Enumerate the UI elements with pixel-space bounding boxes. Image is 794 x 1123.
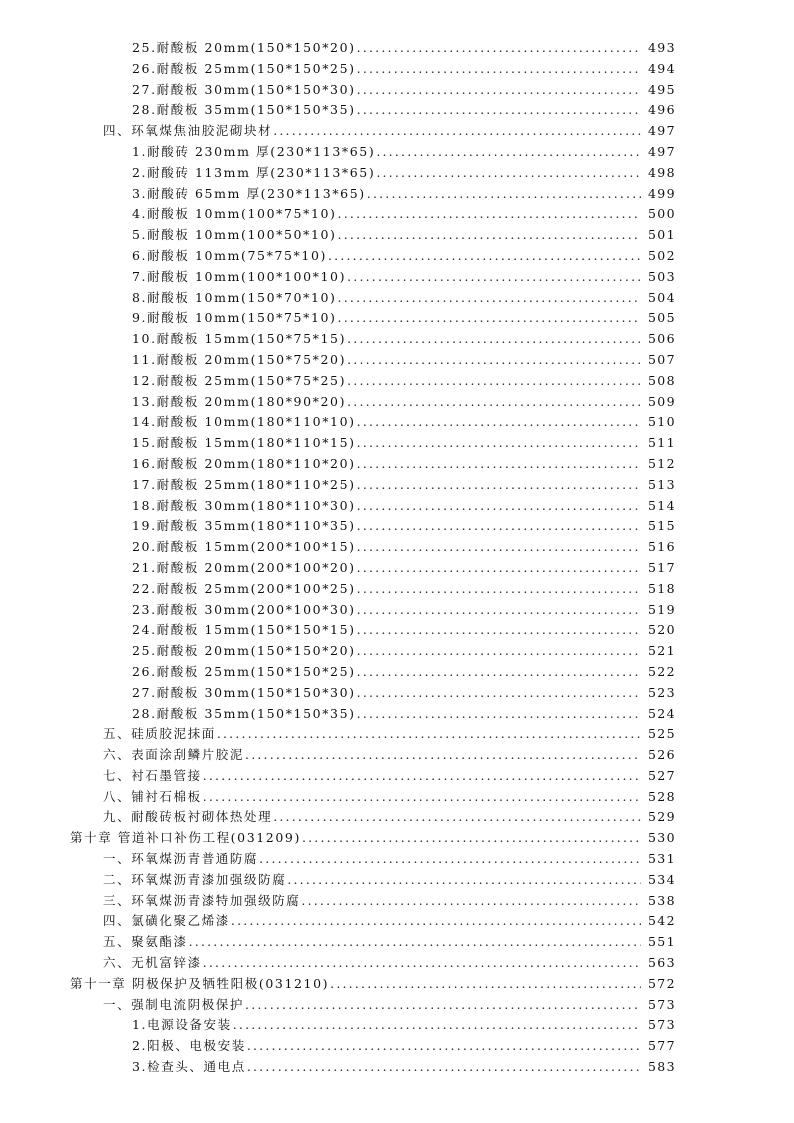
toc-entry[interactable] (0, 787, 794, 808)
toc-leader-dots (357, 537, 641, 558)
toc-entry-page-number: 509 (647, 393, 676, 409)
toc-entry-page-number: 496 (647, 102, 676, 118)
toc-entry[interactable] (0, 641, 794, 662)
toc-leader-dots (357, 475, 641, 496)
toc-leader-dots (338, 288, 641, 309)
toc-entry-page-number: 524 (647, 705, 676, 721)
toc-entry-title: 26.耐酸板 25mm(150*150*25) (132, 60, 356, 76)
toc-entry-title: 2.耐酸砖 113mm 厚(230*113*65) (132, 164, 376, 180)
toc-entry-page-number: 528 (647, 788, 676, 804)
toc-leader-dots (357, 620, 641, 641)
toc-entry-title: 6.耐酸板 10mm(75*75*10) (132, 247, 327, 263)
toc-leader-dots (357, 704, 641, 725)
toc-entry[interactable] (0, 246, 794, 267)
toc-entry[interactable] (0, 558, 794, 579)
toc-entry-page-number: 493 (647, 40, 676, 55)
toc-entry-page-number: 495 (647, 81, 676, 97)
toc-entry-title: 27.耐酸板 30mm(150*150*30) (132, 81, 356, 97)
toc-leader-dots (357, 433, 641, 454)
toc-entry[interactable] (0, 308, 794, 329)
toc-entry-page-number: 573 (647, 996, 676, 1012)
toc-entry-page-number: 531 (647, 851, 676, 867)
toc-entry-title: 17.耐酸板 25mm(180*110*25) (132, 476, 356, 492)
toc-entry-title: 九、耐酸砖板衬砌体热处理 (103, 809, 273, 825)
toc-leader-dots (347, 371, 641, 392)
toc-entry-title: 15.耐酸板 15mm(180*110*15) (132, 435, 356, 451)
toc-entry[interactable] (0, 683, 794, 704)
toc-leader-dots (231, 911, 641, 932)
toc-entry-page-number: 516 (647, 539, 676, 555)
toc-entry-title: 23.耐酸板 30mm(200*100*30) (132, 601, 356, 617)
toc-leader-dots (273, 121, 641, 142)
toc-leader-dots (245, 995, 641, 1016)
toc-entry-page-number: 497 (647, 143, 676, 159)
toc-entry[interactable] (0, 267, 794, 288)
toc-entry-page-number: 502 (647, 247, 676, 263)
toc-entry-page-number: 515 (647, 518, 676, 534)
toc-entry[interactable] (0, 496, 794, 517)
toc-entry-title: 18.耐酸板 30mm(180*110*30) (132, 497, 356, 513)
toc-entry-page-number: 522 (647, 663, 676, 679)
toc-entry-title: 27.耐酸板 30mm(150*150*30) (132, 684, 356, 700)
toc-entry[interactable] (0, 350, 794, 371)
toc-entry-page-number: 497 (647, 123, 676, 139)
toc-entry[interactable] (0, 371, 794, 392)
toc-leader-dots (357, 80, 641, 101)
toc-entry-page-number: 526 (647, 747, 676, 763)
toc-leader-dots (357, 38, 641, 59)
toc-entry[interactable] (0, 80, 794, 101)
toc-entry-page-number: 563 (647, 955, 676, 971)
toc-entry[interactable] (0, 953, 794, 974)
toc-entry-page-number: 521 (647, 643, 676, 659)
toc-entry-title: 第十一章 阴极保护及牺牲阳极(031210) (70, 975, 330, 991)
toc-entry[interactable] (0, 579, 794, 600)
toc-entry-title: 三、环氧煤沥青漆特加强级防腐 (103, 892, 301, 908)
toc-entry[interactable] (0, 1015, 794, 1036)
toc-entry-page-number: 523 (647, 684, 676, 700)
toc-entry-title: 六、表面涂刮鳞片胶泥 (103, 747, 245, 763)
toc-entry-title: 1.电源设备安装 (132, 1017, 232, 1033)
toc-entry-page-number: 520 (647, 622, 676, 638)
toc-leader-dots (367, 184, 641, 205)
toc-entry-title: 8.耐酸板 10mm(150*70*10) (132, 289, 337, 305)
toc-entry[interactable] (0, 225, 794, 246)
toc-entry-title: 八、铺衬石棉板 (103, 788, 202, 804)
toc-entry-title: 14.耐酸板 10mm(180*110*10) (132, 414, 356, 430)
toc-leader-dots (273, 807, 641, 828)
toc-entry[interactable] (0, 537, 794, 558)
toc-leader-dots (357, 600, 641, 621)
toc-entry-title: 26.耐酸板 25mm(150*150*25) (132, 663, 356, 679)
toc-entry-title: 一、环氧煤沥青普通防腐 (103, 851, 259, 867)
toc-entry-page-number: 573 (647, 1017, 676, 1033)
toc-entry-title: 二、环氧煤沥青漆加强级防腐 (103, 871, 287, 887)
toc-leader-dots (357, 579, 641, 600)
toc-entry[interactable] (0, 1036, 794, 1057)
toc-leader-dots (203, 787, 641, 808)
toc-entry-title: 2.阳极、电极安装 (132, 1038, 246, 1054)
toc-leader-dots (347, 350, 641, 371)
toc-entry[interactable] (0, 121, 794, 142)
toc-leader-dots (357, 59, 641, 80)
toc-entry-title: 13.耐酸板 20mm(180*90*20) (132, 393, 347, 409)
toc-entry-page-number: 499 (647, 185, 676, 201)
toc-entry-page-number: 507 (647, 351, 676, 367)
toc-leader-dots (287, 870, 641, 891)
toc-entry-title: 24.耐酸板 15mm(150*150*15) (132, 622, 356, 638)
toc-entry-page-number: 572 (647, 975, 676, 991)
toc-leader-dots (217, 724, 641, 745)
toc-entry-page-number: 505 (647, 310, 676, 326)
toc-entry[interactable] (0, 142, 794, 163)
toc-entry[interactable] (0, 1057, 794, 1078)
toc-entry-page-number: 534 (647, 871, 676, 887)
toc-entry[interactable] (0, 807, 794, 828)
toc-entry-title: 一、强制电流阴极保护 (103, 996, 245, 1012)
toc-entry[interactable] (0, 475, 794, 496)
toc-entry-page-number: 517 (647, 559, 676, 575)
toc-leader-dots (357, 558, 641, 579)
toc-entry-title: 25.耐酸板 20mm(150*150*20) (132, 643, 356, 659)
toc-leader-dots (247, 1057, 641, 1078)
toc-entry-title: 四、环氧煤焦油胶泥砌块材 (103, 123, 273, 139)
toc-entry-page-number: 503 (647, 268, 676, 284)
toc-leader-dots (376, 142, 641, 163)
toc-entry-title: 9.耐酸板 10mm(150*75*10) (132, 310, 337, 326)
toc-leader-dots (259, 849, 641, 870)
toc-entry[interactable] (0, 184, 794, 205)
toc-entry[interactable] (0, 620, 794, 641)
toc-entry-page-number: 512 (647, 455, 676, 471)
toc-entry-title: 12.耐酸板 25mm(150*75*25) (132, 372, 347, 388)
toc-entry[interactable] (0, 704, 794, 725)
toc-entry-title: 7.耐酸板 10mm(100*100*10) (132, 268, 347, 284)
toc-leader-dots (347, 267, 641, 288)
toc-leader-dots (357, 516, 641, 537)
toc-entry-title: 11.耐酸板 20mm(150*75*20) (132, 351, 347, 367)
toc-entry-page-number: 551 (647, 934, 676, 950)
toc-entry-page-number: 530 (647, 830, 676, 846)
toc-leader-dots (347, 392, 641, 413)
toc-entry-title: 19.耐酸板 35mm(180*110*35) (132, 518, 356, 534)
toc-leader-dots (357, 496, 641, 517)
toc-entry-page-number: 583 (647, 1059, 676, 1075)
toc-entry-page-number: 542 (647, 913, 676, 929)
toc-leader-dots (376, 163, 641, 184)
toc-entry-title: 22.耐酸板 25mm(200*100*25) (132, 580, 356, 596)
toc-leader-dots (233, 1015, 641, 1036)
toc-entry-page-number: 494 (647, 60, 676, 76)
toc-leader-dots (357, 662, 641, 683)
toc-entry[interactable] (0, 766, 794, 787)
toc-entry[interactable] (0, 995, 794, 1016)
toc-entry-page-number: 525 (647, 726, 676, 742)
toc-entry-title: 3.检查头、通电点 (132, 1059, 246, 1075)
toc-entry-title: 第十章 管道补口补伤工程(031209) (70, 830, 301, 846)
toc-leader-dots (347, 329, 641, 350)
toc-entry-title: 五、硅质胶泥抹面 (103, 726, 216, 742)
toc-entry[interactable] (0, 392, 794, 413)
toc-leader-dots (357, 683, 641, 704)
toc-entry-page-number: 514 (647, 497, 676, 513)
toc-entry-page-number: 510 (647, 414, 676, 430)
toc-leader-dots (338, 204, 641, 225)
toc-leader-dots (247, 1036, 641, 1057)
toc-entry-title: 四、氯磺化聚乙烯漆 (103, 913, 230, 929)
toc-entry[interactable] (0, 891, 794, 912)
toc-entry[interactable] (0, 433, 794, 454)
toc-leader-dots (330, 974, 641, 995)
toc-leader-dots (203, 953, 641, 974)
toc-leader-dots (338, 308, 641, 329)
toc-leader-dots (338, 225, 641, 246)
toc-leader-dots (357, 454, 641, 475)
toc-entry-title: 六、无机富锌漆 (103, 955, 202, 971)
toc-entry[interactable] (0, 516, 794, 537)
toc-entry-title: 1.耐酸砖 230mm 厚(230*113*65) (132, 143, 376, 159)
toc-entry[interactable] (0, 329, 794, 350)
toc-leader-dots (357, 412, 641, 433)
toc-entry[interactable] (0, 600, 794, 621)
toc-entry[interactable] (0, 662, 794, 683)
toc-leader-dots (357, 100, 641, 121)
toc-entry-title: 20.耐酸板 15mm(200*100*15) (132, 539, 356, 555)
toc-entry[interactable] (0, 745, 794, 766)
toc-leader-dots (189, 932, 641, 953)
toc-entry-page-number: 529 (647, 809, 676, 825)
toc-entry-page-number: 518 (647, 580, 676, 596)
toc-entry[interactable] (0, 724, 794, 745)
toc-entry-page-number: 508 (647, 372, 676, 388)
toc-page (0, 38, 794, 1078)
toc-entry-page-number: 498 (647, 164, 676, 180)
toc-entry-page-number: 500 (647, 206, 676, 222)
toc-leader-dots (301, 891, 641, 912)
toc-entry-title: 28.耐酸板 35mm(150*150*35) (132, 102, 356, 118)
toc-entry-title: 21.耐酸板 20mm(200*100*20) (132, 559, 356, 575)
toc-entry[interactable] (0, 849, 794, 870)
toc-entry[interactable] (0, 204, 794, 225)
toc-leader-dots (245, 745, 641, 766)
toc-entry[interactable] (0, 454, 794, 475)
toc-entry-page-number: 506 (647, 331, 676, 347)
toc-entry[interactable] (0, 870, 794, 891)
toc-entry-page-number: 511 (647, 435, 676, 451)
toc-entry-title: 16.耐酸板 20mm(180*110*20) (132, 455, 356, 471)
toc-entry-page-number: 513 (647, 476, 676, 492)
toc-entry-page-number: 527 (647, 767, 676, 783)
toc-leader-dots (328, 246, 641, 267)
toc-entry[interactable] (0, 412, 794, 433)
toc-entry-page-number: 501 (647, 227, 676, 243)
toc-entry-title: 五、聚氨酯漆 (103, 934, 188, 950)
toc-entry-title: 28.耐酸板 35mm(150*150*35) (132, 705, 356, 721)
toc-entry[interactable] (0, 911, 794, 932)
toc-entry[interactable] (0, 932, 794, 953)
toc-entry[interactable] (0, 288, 794, 309)
toc-entry-title: 七、衬石墨管接 (103, 767, 202, 783)
toc-entry-page-number: 519 (647, 601, 676, 617)
toc-entry-title: 4.耐酸板 10mm(100*75*10) (132, 206, 337, 222)
toc-entry-title: 5.耐酸板 10mm(100*50*10) (132, 227, 337, 243)
toc-leader-dots (203, 766, 641, 787)
toc-entry[interactable] (0, 38, 794, 59)
toc-entry[interactable] (0, 828, 794, 849)
toc-entry[interactable] (0, 163, 794, 184)
toc-entry[interactable] (0, 974, 794, 995)
toc-entry-page-number: 538 (647, 892, 676, 908)
toc-entry-page-number: 577 (647, 1038, 676, 1054)
toc-entry-title: 25.耐酸板 20mm(150*150*20) (132, 40, 356, 55)
toc-entry-title: 3.耐酸砖 65mm 厚(230*113*65) (132, 185, 366, 201)
toc-leader-dots (302, 828, 641, 849)
toc-entry[interactable] (0, 59, 794, 80)
toc-entry-title: 10.耐酸板 15mm(150*75*15) (132, 331, 347, 347)
toc-leader-dots (357, 641, 641, 662)
toc-entry-page-number: 504 (647, 289, 676, 305)
toc-entry[interactable] (0, 100, 794, 121)
